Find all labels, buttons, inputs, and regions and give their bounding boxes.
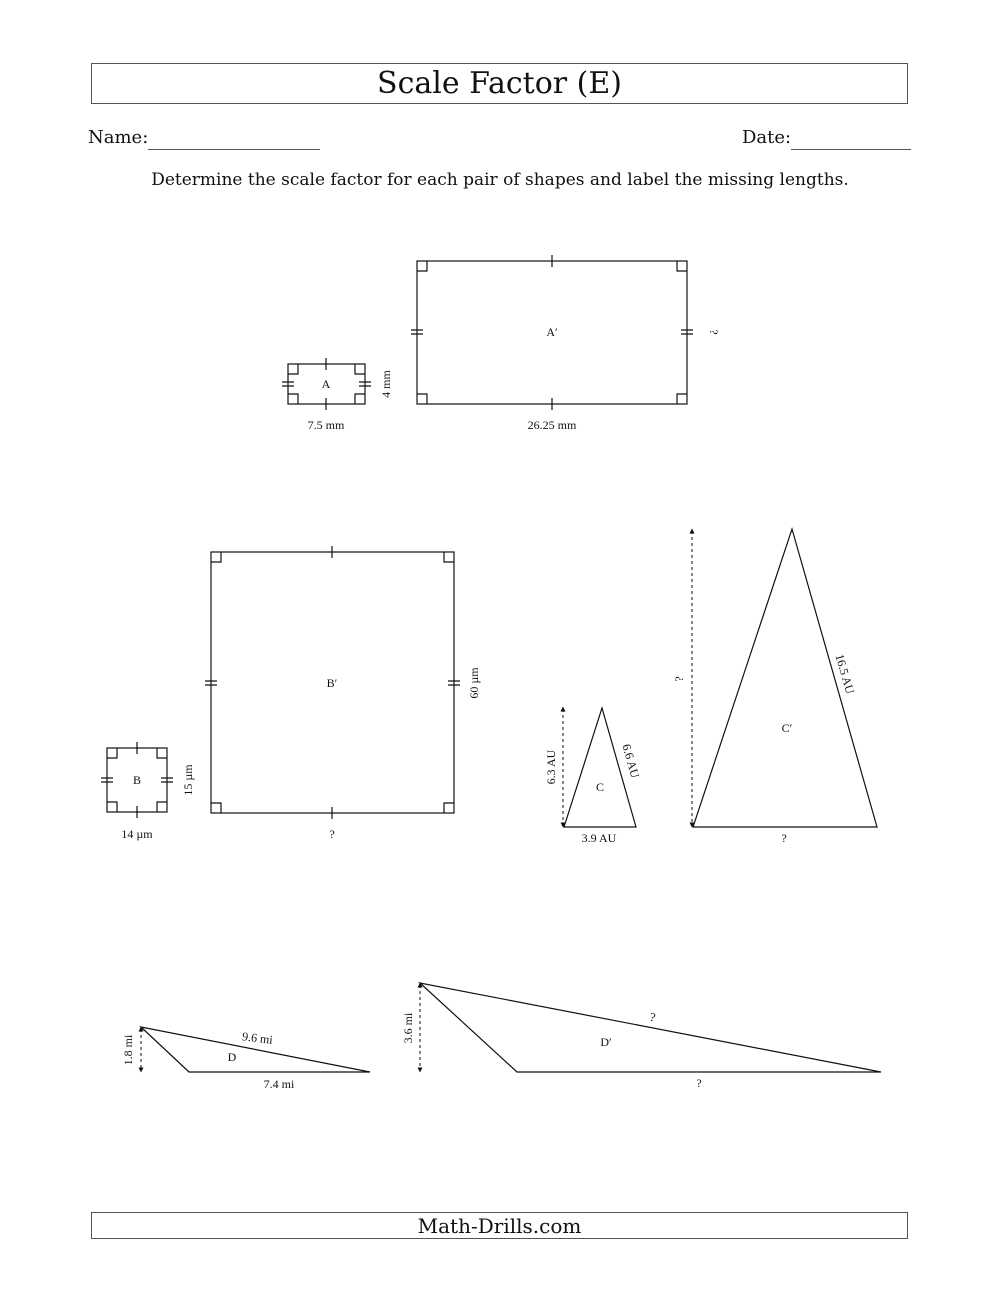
triangle-c-height: 6.3 AU	[544, 749, 558, 785]
shape-b-height: 15 µm	[181, 764, 195, 796]
shape-a-width: 7.5 mm	[307, 418, 345, 432]
triangle-c-prime-base: ?	[781, 831, 787, 845]
triangle-d-prime-base: ?	[696, 1076, 702, 1090]
triangle-c-base: 3.9 AU	[581, 831, 617, 845]
shape-b-width: 14 µm	[121, 827, 153, 841]
triangle-c-side: 6.6 AU	[619, 742, 643, 780]
triangle-c	[563, 708, 636, 827]
shape-a-prime-height: ?	[707, 329, 721, 335]
shape-a-height: 4 mm	[379, 370, 393, 398]
shape-a-prime-label: A′	[546, 325, 558, 339]
worksheet-title: Scale Factor (E)	[91, 63, 908, 104]
triangle-c-prime-label: C′	[781, 721, 793, 735]
triangle-d-prime-side: ?	[648, 1009, 657, 1025]
shape-b-prime-height: 60 µm	[467, 667, 481, 699]
shape-b-prime-width: ?	[329, 827, 335, 841]
triangle-d-label: D	[227, 1050, 237, 1064]
date-label: Date:	[742, 127, 792, 148]
triangle-c-prime-side: 16.5 AU	[832, 652, 858, 696]
triangle-d-prime-label: D′	[600, 1035, 612, 1049]
triangle-d-base: 7.4 mi	[263, 1077, 295, 1091]
triangle-d-prime	[420, 983, 881, 1072]
triangle-c-prime-height: ?	[672, 676, 686, 682]
instructions: Determine the scale factor for each pair of shapes and label the missing lengths.	[151, 170, 849, 190]
shape-a-prime-width: 26.25 mm	[527, 418, 577, 432]
shape-b-label: B	[132, 773, 142, 787]
triangle-d-prime-height: 3.6 mi	[401, 1012, 415, 1044]
shape-a-label: A	[321, 377, 331, 391]
triangle-c-label: C	[595, 780, 605, 794]
triangle-d-side: 9.6 mi	[241, 1029, 274, 1047]
triangle-d-height: 1.8 mi	[121, 1034, 135, 1066]
name-label: Name:	[88, 127, 149, 148]
footer: Math-Drills.com	[91, 1212, 908, 1239]
shape-b-prime-label: B′	[326, 676, 338, 690]
